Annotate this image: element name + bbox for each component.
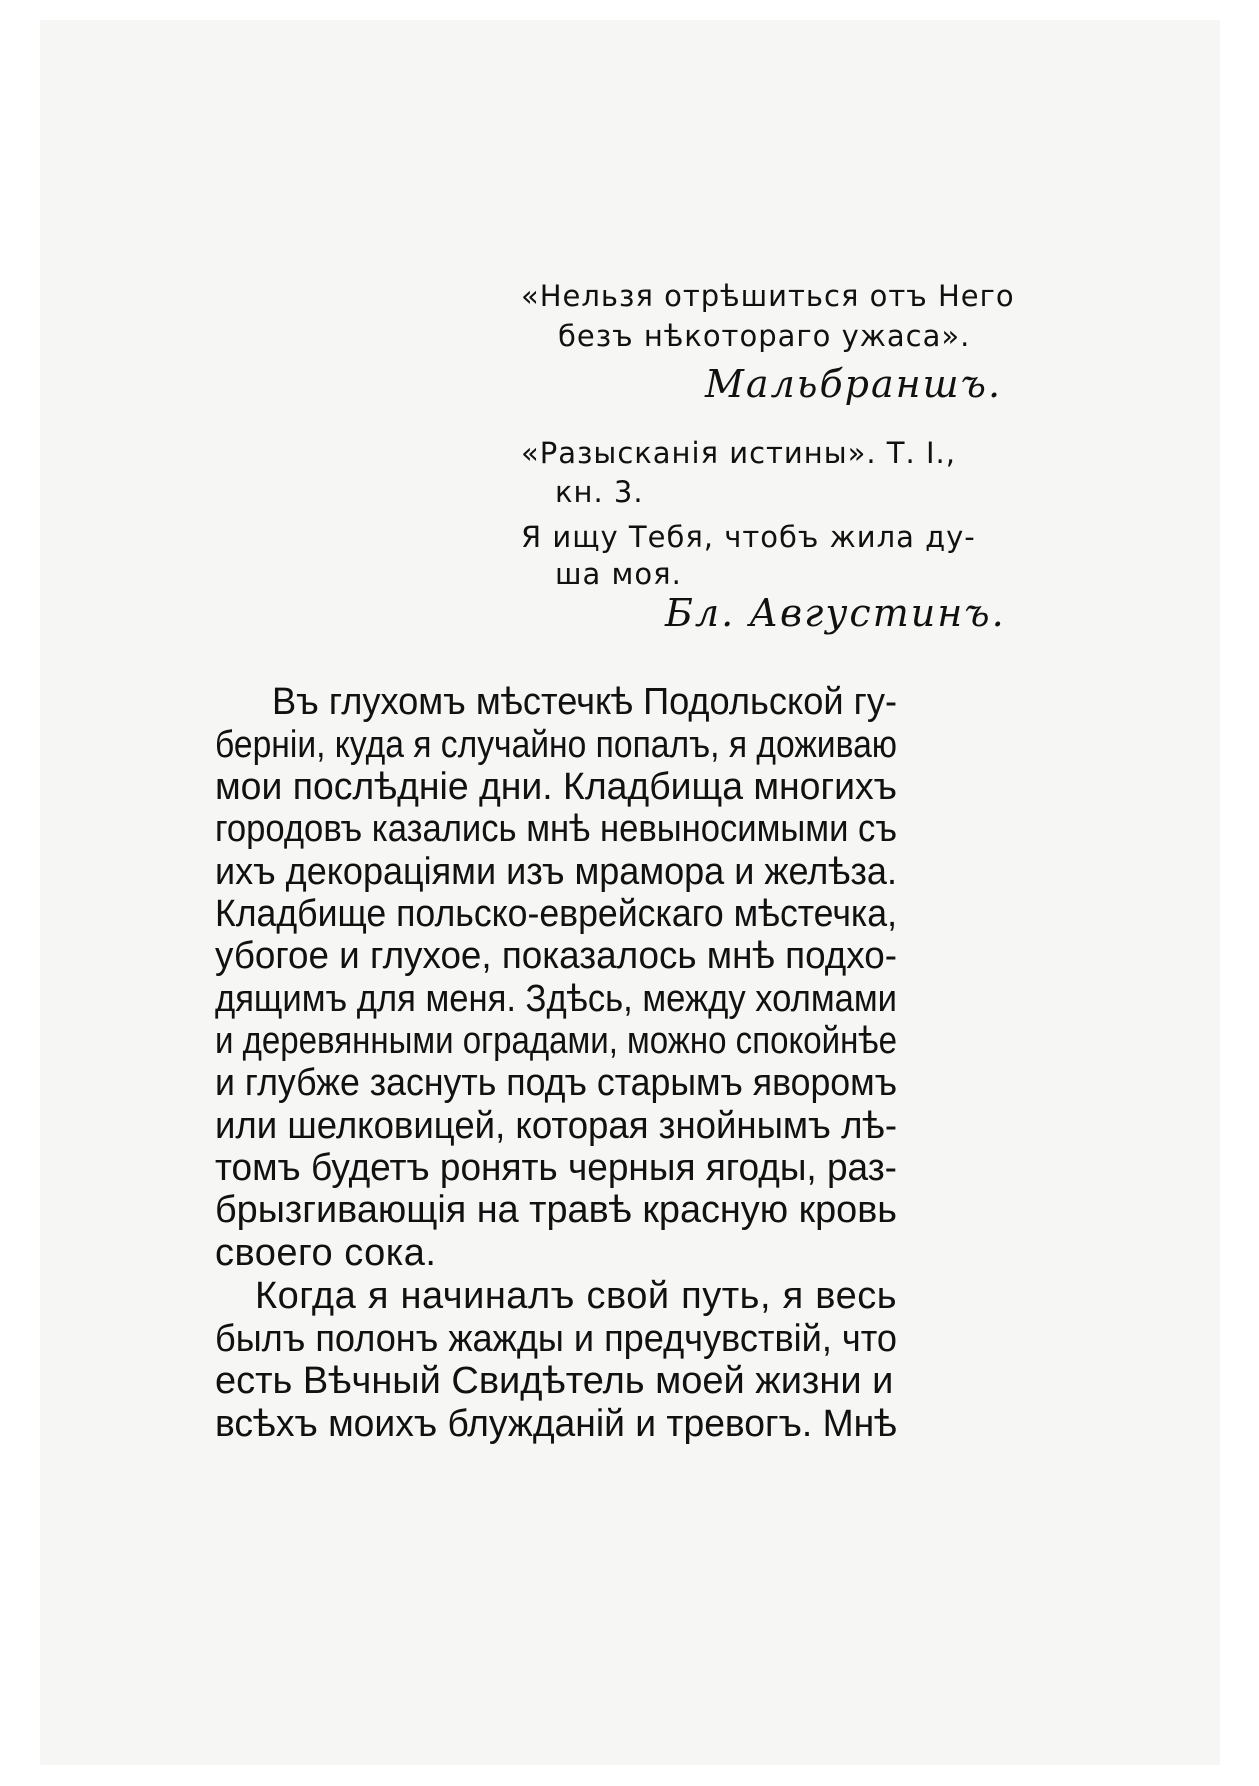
body-line: берніи, куда я случайно попалъ, я доживаю — [215, 724, 897, 766]
body-line: Въ глухомъ мѣстечкѣ Подольской гу- — [272, 681, 897, 723]
epigraph-1-line-1: «Нельзя отрѣшиться отъ Него — [521, 279, 1015, 313]
epigraph-2-line-4: ша моя. — [555, 557, 682, 591]
body-line: ихъ декораціями изъ мрамора и желѣза. — [215, 851, 897, 893]
epigraph-2-line-1: «Разысканія истины». Т. I., — [521, 436, 956, 470]
body-line: Когда я начиналъ свой путь, я весь — [255, 1275, 897, 1317]
body-line: всѣхъ моихъ блужданій и тревогъ. Мнѣ — [215, 1403, 897, 1445]
epigraph-1-author: Мальбраншъ. — [705, 362, 1003, 406]
epigraph-1-line-2: безъ нѣкотораго ужаса». — [558, 319, 971, 353]
body-line: своего сока. — [215, 1232, 437, 1274]
body-line: томъ будетъ ронять черныя ягоды, раз- — [215, 1147, 897, 1189]
body-line: мои послѣдніе дни. Кладбища многихъ — [215, 766, 897, 808]
body-line: и глубже заснуть подъ старымъ яворомъ — [215, 1062, 897, 1104]
body-line: убогое и глухое, показалось мнѣ подхо- — [215, 935, 897, 977]
body-line: Кладбище польско-еврейскаго мѣстечка, — [215, 893, 897, 935]
body-line: и деревянными оградами, можно спокойнѣе — [215, 1020, 897, 1062]
body-line: брызгивающія на травѣ красную кровь — [215, 1189, 897, 1231]
body-line: дящимъ для меня. Здѣсь, между холмами — [215, 978, 897, 1020]
body-line: или шелковицей, которая знойнымъ лѣ- — [215, 1105, 897, 1147]
book-page — [40, 20, 1220, 1765]
epigraph-2-author: Бл. Августинъ. — [665, 591, 1006, 635]
epigraph-2-line-2: кн. 3. — [555, 475, 644, 509]
body-line: есть Вѣчный Свидѣтель моей жизни и — [215, 1360, 894, 1402]
body-line: городовъ казались мнѣ невыносимыми съ — [215, 808, 897, 850]
body-line: былъ полонъ жажды и предчувствій, что — [215, 1318, 897, 1360]
epigraph-2-line-3: Я ищу Тебя, чтобъ жила ду- — [521, 520, 976, 554]
